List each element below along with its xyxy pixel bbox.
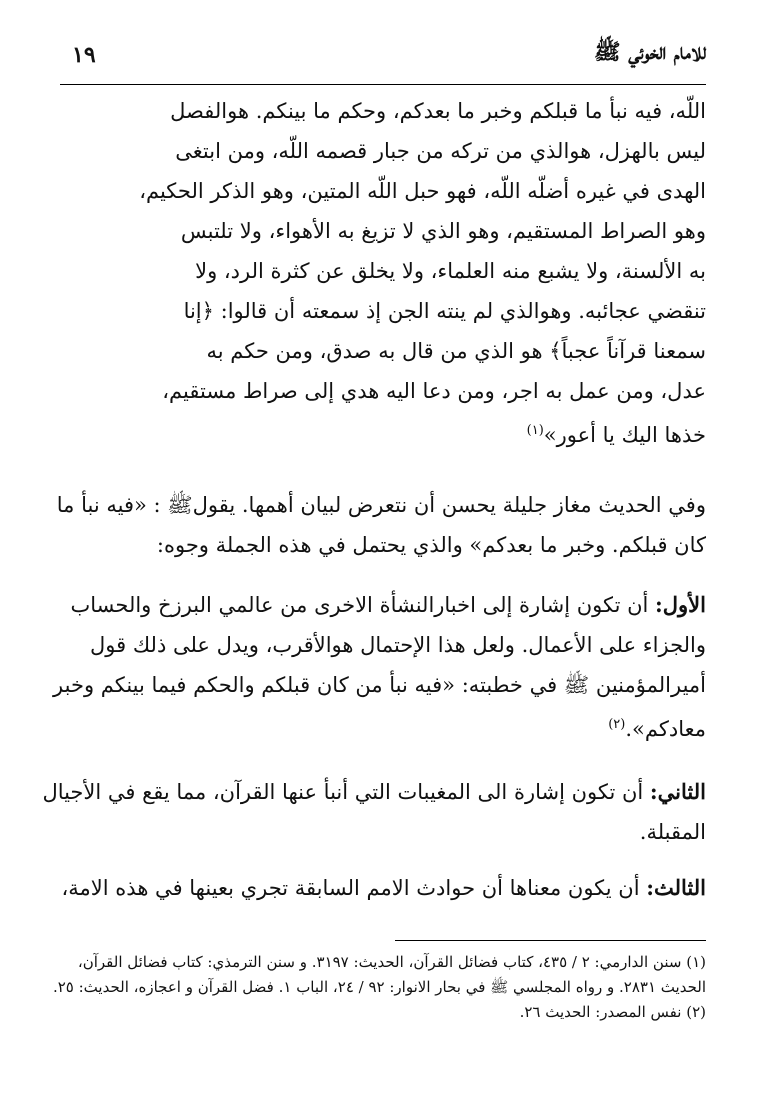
intro-paragraph: [40, 490, 706, 570]
quote-line: [120, 416, 706, 450]
first-label: الأول:: [655, 592, 706, 617]
quote-line: وهو الصراط المستقيم، وهو الذي لا تزيغ به الأهواء، ولا تلتبس: [180, 219, 706, 243]
footnote-line: الحديث ٢٨٣١. و رواه المجلسي ﷺ في بحار الانوار: ٩٢ / ٢٤، الباب ١. فضل القرآن و اعجازه، الحديث: ٢٥.: [52, 978, 706, 996]
first-line: [40, 590, 706, 620]
quote-line: ليس بالهزل، هوالذي من تركه من جبار قصمه اللّه، ومن ابتغى: [175, 139, 706, 163]
first-interpretation: [40, 590, 706, 760]
quote-line: الهدى في غيره أضلّه اللّه، فهو حبل اللّه المتين، وهو الذكر الحكيم،: [139, 179, 706, 203]
first-line: أميرالمؤمنين ﷺ في خطبته: «فيه نبأ من كان قبلكم والحكم فيما بينكم وخبر: [53, 673, 706, 697]
footnote-rule: [395, 940, 706, 941]
second-line: [40, 777, 706, 807]
second-interpretation: [40, 777, 706, 857]
second-line-text: أن تكون إشارة الى المغيبات التي أنبأ عنها القرآن، مما يقع في الأجيال: [42, 780, 644, 804]
third-line: [40, 873, 706, 903]
footnote-ref: (١): [526, 423, 544, 438]
third-interpretation: [40, 873, 706, 913]
quote-line: اللّه، فيه نبأ ما قبلكم وخبر ما بعدكم، وحكم ما بينكم. هوالفصل: [170, 99, 706, 123]
quote-line: به الألسنة، ولا يشبع منه العلماء، ولا يخلق عن كثرة الرد، ولا: [195, 259, 706, 283]
footnote-line: (١) سنن الدارمي: ٢ / ٤٣٥، كتاب فضائل القرآن، الحديث: ٣١٩٧. و سنن الترمذي: كتاب فضائل القرآن،: [77, 953, 706, 971]
running-title: للامام الخوئي ﷺ: [594, 39, 706, 65]
page-header: [60, 36, 706, 86]
header-rule: [60, 84, 706, 85]
first-line: والجزاء على الأعمال. ولعل هذا الإحتمال هوالأقرب، ويدل على ذلك قول: [90, 633, 706, 657]
first-line-text: أن تكون إشارة إلى اخبارالنشأة الاخرى من عالمي البرزخ والحساب: [70, 593, 649, 617]
second-line: المقبلة.: [639, 820, 706, 844]
first-line: [40, 710, 706, 744]
quote-line: سمعنا قرآناً عجباً﴾ هو الذي من قال به صدق، ومن حكم به: [206, 339, 706, 363]
footnote-line: (٢) نفس المصدر: الحديث ٢٦.: [519, 1003, 706, 1021]
intro-line: وفي الحديث مغاز جليلة يحسن أن نتعرض لبيان أهمها. يقولﷺ : «فيه نبأ ما: [56, 493, 706, 517]
second-label: الثاني:: [649, 779, 706, 804]
quote-line: عدل، ومن عمل به اجر، ومن دعا اليه هدي إلى صراط مستقيم،: [162, 379, 706, 403]
footnote-ref: (٢): [608, 717, 626, 732]
page-number: ١٩: [72, 42, 96, 68]
quote-line: تنقضي عجائبه. وهوالذي لم ينته الجن إذ سمعته أن قالوا: ﴿إنا: [183, 299, 706, 323]
intro-line: كان قبلكم. وخبر ما بعدكم» والذي يحتمل في هذه الجملة وجوه:: [156, 533, 706, 557]
quote-last-text: خذها اليك يا أعور»: [543, 423, 706, 447]
third-label: الثالث:: [646, 875, 706, 900]
third-line-text: أن يكون معناها أن حوادث الامم السابقة تجري بعينها في هذه الامة،: [61, 876, 640, 900]
first-last-text: معادكم».: [625, 717, 706, 741]
